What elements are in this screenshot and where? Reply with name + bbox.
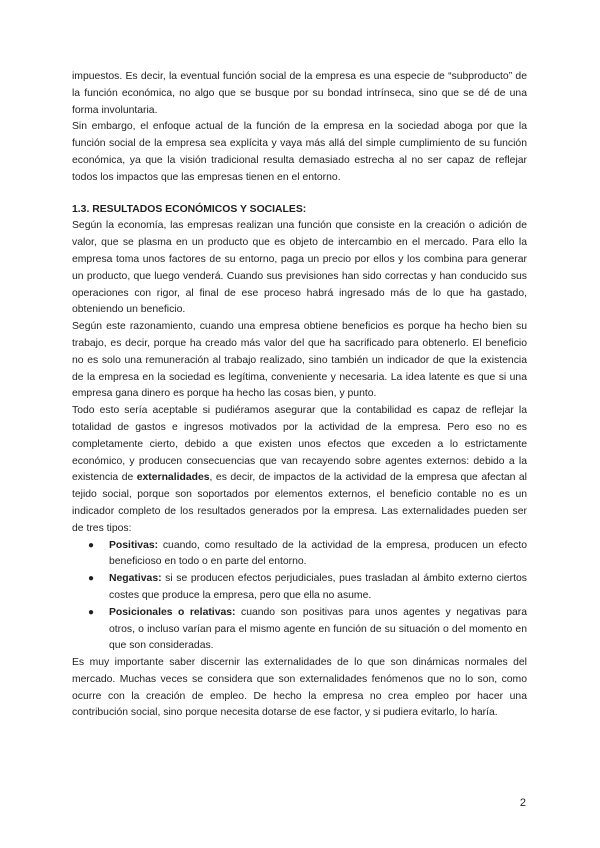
list-item-text: cuando son positivas para unos agentes y negativas para otros, o incluso varían para el mismo agente en función de su situación o del momento en que son consideradas. xyxy=(109,606,527,652)
section-heading: 1.3. RESULTADOS ECONÓMICOS Y SOCIALES: xyxy=(72,203,307,215)
paragraph-externalidades xyxy=(72,403,527,537)
list-item-term: Positivas: xyxy=(109,539,159,551)
bullet-icon: ● xyxy=(88,573,95,585)
list-item-term: Negativas: xyxy=(109,573,162,585)
paragraph-enfoque: Sin embargo, el enfoque actual de la función de la empresa en la sociedad aboga por que la función social de la empresa sea explícita y vaya más allá del simple cumplimiento de su función económica, ya que la visión tradicional resulta demasiado estrecha al no ser capaz de reflejar todos los impactos que las empresas tienen en el entorno. xyxy=(72,121,527,183)
list-item-text: cuando, como resultado de la actividad de la empresa, producen un efecto beneficioso en todo o en parte del entorno. xyxy=(109,539,527,568)
document-page xyxy=(72,69,527,722)
text-span: Todo esto sería aceptable si pudiéramos asegurar que la contabilidad es capaz de reflejar la totalidad de gastos e ingresos motivados por la actividad de la empresa. Pero eso no es completamente cierto, debido a que existen unos efectos que exceden a lo estrictamente económico, y producen consecuencias que van recayendo sobre agentes externos: debido a la existencia de xyxy=(72,405,527,484)
paragraph-conclusion: Es muy importante saber discernir las externalidades de lo que son dinámicas normales del mercado. Muchas veces se considera que son externalidades fenómenos que no lo son, como ocurre con la creación de empleo. De hecho la empresa no crea empleo por hacer una contribución social, sino porque necesita dotarse de ese factor, y si pudiera evitarlo, lo haría. xyxy=(72,657,527,719)
paragraph-intro: impuestos. Es decir, la eventual función social de la empresa es una especie de “subproducto” de la función económica, no algo que se busque por su bondad intrínseca, sino que se dé de una forma involuntaria. xyxy=(72,71,527,116)
list-item xyxy=(72,571,527,605)
bullet-icon: ● xyxy=(88,539,95,551)
list-item-term: Posicionales o relativas: xyxy=(109,606,236,618)
paragraph-razonamiento: Según este razonamiento, cuando una empresa obtiene beneficios es porque ha hecho bien su trabajo, es decir, porque ha creado más valor del que ha sacrificado para obtenerlo. El beneficio no es solo una remuneración al trabajo realizado, sino también un indicador de que la existencia de la empresa en la sociedad es legítima, conveniente y necesaria. La idea latente es que si una empresa gana dinero es porque ha hecho las cosas bien, y punto. xyxy=(72,321,527,400)
list-item xyxy=(72,538,527,572)
externalities-list xyxy=(72,538,527,656)
paragraph-economia: Según la economía, las empresas realizan una función que consiste en la creación o adición de valor, que se plasma en un producto que es objeto de intercambio en el mercado. Para ello la empresa toma unos factores de su entorno, paga un precio por ellos y los combina para generar un producto, que luego venderá. Cuando sus previsiones han sido correctas y han conducido sus operaciones con rigor, al final de ese proceso habrá ingresado más de lo que ha gastado, obteniendo un beneficio. xyxy=(72,220,527,316)
bullet-icon: ● xyxy=(88,606,95,618)
list-item-text: si se producen efectos perjudiciales, pues trasladan al ámbito externo ciertos costes que produce la empresa, pero que ella no asume. xyxy=(109,573,527,601)
text-span: , es decir, de impactos de la actividad de la empresa que afectan al tejido social, porque son soportados por elementos externos, el beneficio contable no es un indicador completo de los resultados generados por la empresa. Las externalidades pueden ser de tres tipos: xyxy=(72,472,527,534)
bold-term: externalidades xyxy=(136,472,210,484)
list-item xyxy=(72,605,527,655)
page-number: 2 xyxy=(519,797,526,809)
